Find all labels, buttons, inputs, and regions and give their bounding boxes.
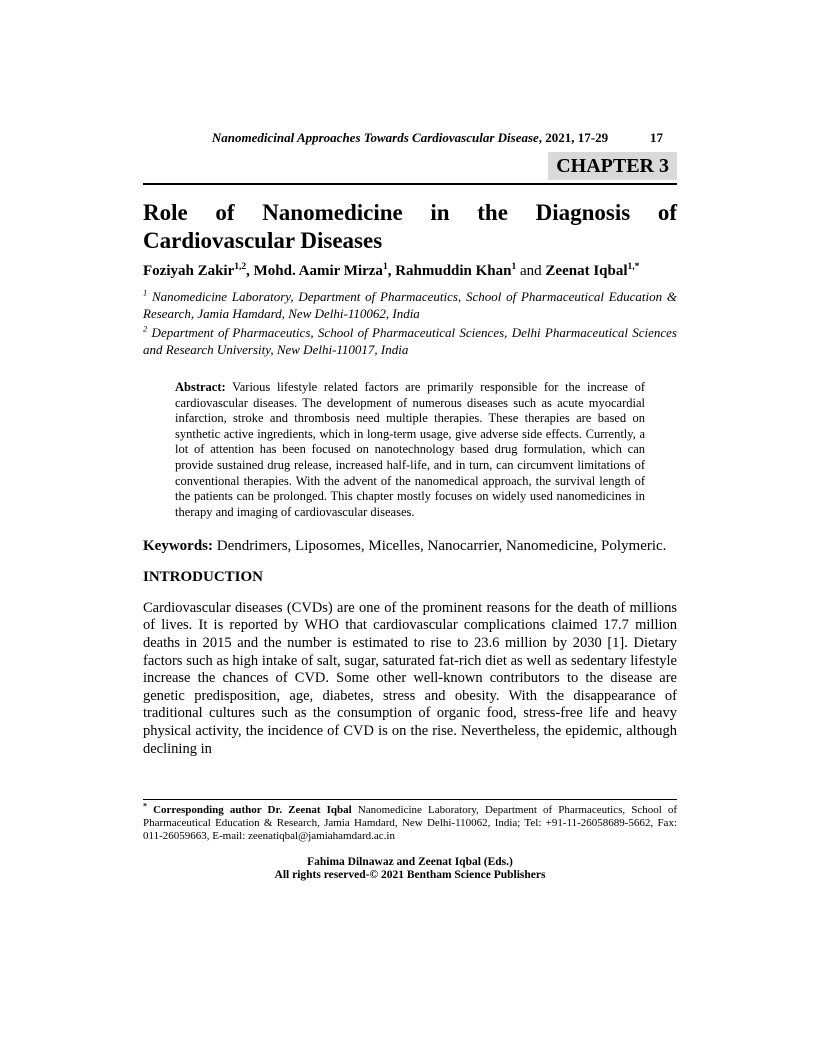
footnote-rule [143, 799, 677, 800]
author-superscript: 1,2 [234, 262, 247, 272]
page-number: 17 [650, 130, 663, 145]
header-rule [143, 183, 677, 185]
author-name: Mohd. Aamir Mirza$^1$ [253, 262, 388, 279]
footnote-text: Nanomedicine Laboratory, Department of Pharmaceutics, School of Pharmaceutical Education & Research, Jamia Hamdard, New Delhi-110062, India; Tel: +91-11-26058689-5662, Fax: 011-26059663, E-mail: zeenatiqbal@jamiahamdard.ac.in [143, 804, 677, 843]
abstract [175, 380, 645, 520]
footnote-author-bold: Corresponding author Dr. Zeenat Iqbal [147, 804, 352, 816]
running-head-issue-info: , 2021, 17-29 [538, 130, 609, 145]
keywords-label: Keywords: [143, 538, 213, 555]
chapter-title-line2: Cardiovascular Diseases [143, 228, 383, 253]
introduction-paragraph: Cardiovascular diseases (CVDs) are one of the prominent reasons for the death of millions of lives. It is reported by WHO that cardiovascular complications claimed 17.7 million deaths in 2015 and the number is estimated to rise to 23.6 million by 2030 [1]. Dietary factors such as high intake of salt, sugar, saturated fat-rich diet as well as sedentary lifestyle increase the chances of CVD. Some other well-known contributors to the disease are genetic predisposition, age, diabetes, stress and obesity. With the disappearance of traditional cultures such as the consumption of organic food, stress-free life and heavy physical activity, the incidence of CVD is on the rise. Nevertheless, the epidemic, although declining in [143, 599, 677, 757]
authors-line [143, 262, 677, 281]
abstract-text: Various lifestyle related factors are primarily responsible for the increase of cardiovascular diseases. The development of numerous diseases such as acute myocardial infarction, stroke and thrombosis need multiple therapies. These therapies are based on synthetic active ingredients, which in long-term usage, give adverse side effects. Currently, a lot of attention has been focused on nanotechnology based drug formulation, which can provide sustained drug release, increased half-life, and in turn, can circumvent limitations of conventional therapies. With the advent of the nanomedical approach, the survival length of the patients can be prolonged. This chapter mostly focuses on widely used nanomedicines in therapy and imaging of cardiovascular diseases. [175, 380, 645, 519]
author-separator: , [387, 263, 396, 279]
footer-copyright: All rights reserved-© 2021 Bentham Science Publishers [274, 869, 546, 882]
author-name: Zeenat Iqbal$^{1,*}$ [545, 262, 640, 279]
footnote-marker: * [143, 801, 147, 811]
author-name: Foziyah Zakir$^{1,2}$ [143, 262, 247, 279]
chapter-badge-row [143, 152, 677, 180]
author-superscript: 1,* [627, 262, 640, 272]
author-separator: , [246, 263, 254, 279]
keywords [143, 538, 677, 556]
running-head-book-title: Nanomedicinal Approaches Towards Cardiovascular Disease [211, 130, 539, 145]
section-heading-introduction: INTRODUCTION [143, 568, 264, 585]
affiliation-2: $^2$ Department of Pharmaceutics, School of Pharmaceutical Sciences, Delhi Pharmaceutical Sciences and Research University, New Delhi-110017, India [143, 323, 677, 357]
author-superscript: 1 [382, 262, 388, 272]
affiliation-superscript: 2 [143, 323, 148, 334]
author-superscript: 1 [511, 262, 517, 272]
running-head [143, 130, 677, 145]
chapter-badge: CHAPTER 3 [548, 152, 677, 180]
affiliation-1: $^1$ Nanomedicine Laboratory, Department of Pharmaceutics, School of Pharmaceutical Education & Research, Jamia Hamdard, New Delhi-110062, India [143, 287, 677, 321]
chapter-title [143, 199, 677, 255]
footnote-area [143, 799, 677, 883]
affiliations [143, 289, 677, 358]
corresponding-author-footnote [143, 801, 677, 844]
footer-editors: Fahima Dilnawaz and Zeenat Iqbal (Eds.) [307, 855, 513, 868]
author-name: Rahmuddin Khan$^1$ [395, 262, 517, 279]
page-footer [143, 856, 677, 883]
keywords-text: Dendrimers, Liposomes, Micelles, Nanocarrier, Nanomedicine, Polymeric. [213, 538, 667, 555]
text-block [143, 0, 677, 1056]
abstract-label: Abstract: [175, 380, 226, 394]
chapter-title-line1: Role of Nanomedicine in the Diagnosis of [143, 200, 677, 225]
affiliation-superscript: 1 [143, 287, 148, 298]
author-conjunction: and [516, 263, 546, 279]
